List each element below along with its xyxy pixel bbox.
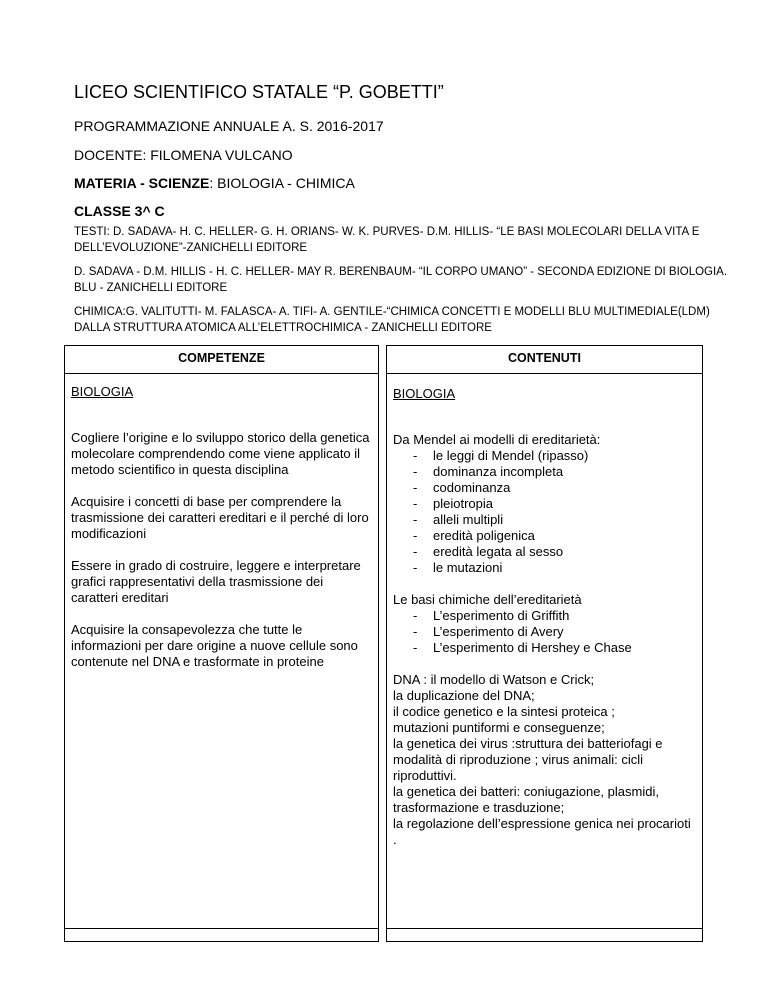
column-gap xyxy=(379,374,387,929)
basi-list xyxy=(393,608,696,656)
column-gap xyxy=(379,929,387,942)
materia-subjects: : BIOLOGIA - CHIMICA xyxy=(209,175,355,191)
competenza-item: Cogliere l’origine e lo sviluppo storico della genetica molecolare comprendendo come viene applicato il metodo scientifico in questa disciplina xyxy=(71,430,370,477)
docente-line: DOCENTE: FILOMENA VULCANO xyxy=(74,147,293,163)
materia-label: MATERIA - SCIENZE xyxy=(74,175,210,191)
dna-line: la genetica dei virus :struttura dei batteriofagi e modalità di riproduzione ; virus animali: cicli riproduttivi. xyxy=(393,736,663,783)
testi-chimica: CHIMICA:G. VALITUTTI- M. FALASCA- A. TIFI- A. GENTILE-“CHIMICA CONCETTI E MODELLI BLU MULTIMEDIALE(LDM) DALLA STRUTTURA ATOMICA ALL’ELETTROCHIMICA - ZANICHELLI EDITORE xyxy=(74,306,710,334)
list-item: - dominanza incompleta xyxy=(393,464,696,480)
section-biologia-right: BIOLOGIA xyxy=(393,386,456,401)
table-empty-row xyxy=(65,929,703,942)
dna-line: mutazioni puntiformi e conseguenze; xyxy=(393,720,605,735)
list-item: - le mutazioni xyxy=(393,560,696,576)
classe-line: CLASSE 3^ C xyxy=(74,203,165,219)
testi-biologia-1: TESTI: D. SADAVA- H. C. HELLER- G. H. ORIANS- W. K. PURVES- D.M. HILLIS- “LE BASI MOLECOLARI DELLA VITA E DELL’EVOLUZIONE”-ZANICHELLI EDITORE xyxy=(74,226,700,254)
competenza-item: Essere in grado di costruire, leggere e interpretare grafici rappresentativi della trasmissione dei caratteri ereditari xyxy=(71,558,361,605)
dna-line: il codice genetico e la sintesi proteica ; xyxy=(393,704,615,719)
list-item: - pleiotropia xyxy=(393,496,696,512)
empty-cell xyxy=(65,929,379,942)
table-body-row xyxy=(65,374,703,929)
column-gap xyxy=(379,346,387,374)
competenza-item: Acquisire i concetti di base per comprendere la trasmissione dei caratteri ereditari e il perché di loro modificazioni xyxy=(71,494,369,541)
list-item: - L’esperimento di Hershey e Chase xyxy=(393,640,696,656)
testi-biologia-2: D. SADAVA - D.M. HILLIS - H. C. HELLER- MAY R. BERENBAUM- “IL CORPO UMANO” - SECONDA EDIZIONE DI BIOLOGIA. BLU - ZANICHELLI EDITORE xyxy=(74,266,728,294)
list-item: - codominanza xyxy=(393,480,696,496)
list-item: - alleli multipli xyxy=(393,512,696,528)
programmazione-line: PROGRAMMAZIONE ANNUALE A. S. 2016-2017 xyxy=(74,118,384,134)
mendel-list xyxy=(393,448,696,576)
materia-line xyxy=(74,175,355,191)
list-item: - eredità poligenica xyxy=(393,528,696,544)
mendel-title: Da Mendel ai modelli di ereditarietà: xyxy=(393,432,601,447)
school-title: LICEO SCIENTIFICO STATALE “P. GOBETTI” xyxy=(74,82,444,102)
list-item: - L’esperimento di Griffith xyxy=(393,608,696,624)
basi-title: Le basi chimiche dell’ereditarietà xyxy=(393,592,582,607)
empty-cell xyxy=(387,929,703,942)
list-item: - le leggi di Mendel (ripasso) xyxy=(393,448,696,464)
section-biologia-left: BIOLOGIA xyxy=(71,384,134,399)
header-competenze: COMPETENZE xyxy=(65,346,379,374)
header-contenuti: CONTENUTI xyxy=(387,346,703,374)
competenza-item: Acquisire la consapevolezza che tutte le informazioni per dare origine a nuove cellule sono contenute nel DNA e trasformate in proteine xyxy=(71,622,358,669)
dna-line: la regolazione dell’espressione genica nei procarioti . xyxy=(393,816,691,847)
dna-line: DNA : il modello di Watson e Crick; xyxy=(393,672,595,687)
competenze-cell xyxy=(65,374,379,929)
dna-line: la duplicazione del DNA; xyxy=(393,688,535,703)
contenuti-cell xyxy=(387,374,703,929)
program-table xyxy=(64,345,703,942)
dna-line: la genetica dei batteri: coniugazione, plasmidi, trasformazione e trasduzione; xyxy=(393,784,659,815)
list-item: - eredità legata al sesso xyxy=(393,544,696,560)
table-header-row xyxy=(65,346,703,374)
list-item: - L’esperimento di Avery xyxy=(393,624,696,640)
